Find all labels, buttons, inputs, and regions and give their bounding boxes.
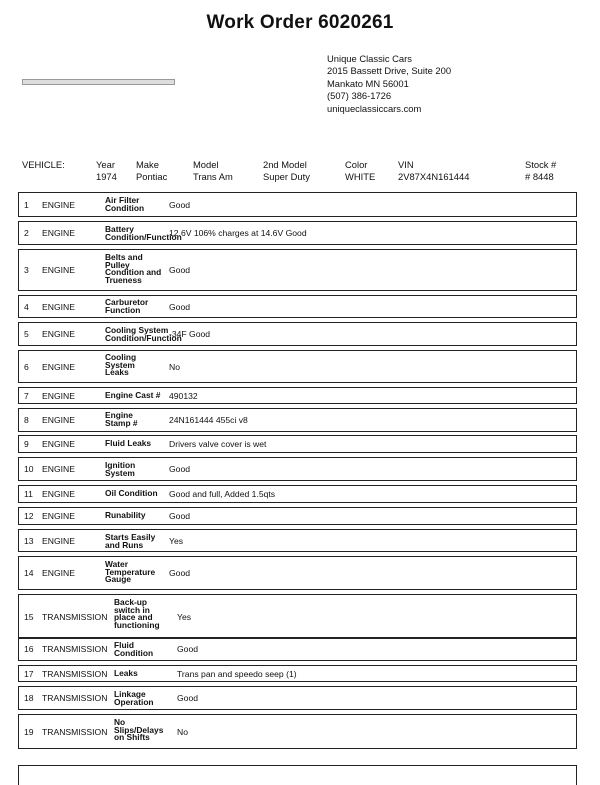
table-row xyxy=(18,350,577,383)
row-category: ENGINE xyxy=(42,415,75,425)
table-row xyxy=(18,249,577,291)
row-value: Good xyxy=(177,693,199,703)
row-label: Battery Condition/Function xyxy=(105,224,182,242)
row-label: Fluid Leaks xyxy=(105,438,152,448)
row-label: Starts Easily and Runs xyxy=(105,532,156,550)
table-row xyxy=(18,507,577,525)
row-number: 6 xyxy=(24,362,29,372)
row-number: 5 xyxy=(24,329,29,339)
table-row xyxy=(18,435,577,453)
row-label: Engine Cast # xyxy=(105,390,161,400)
vehicle-color-header: Color xyxy=(345,159,368,170)
row-value: Good xyxy=(169,464,191,474)
row-value: Good xyxy=(169,511,191,521)
row-category: ENGINE xyxy=(42,568,75,578)
row-label: Carburetor Function xyxy=(105,297,149,315)
row-category: ENGINE xyxy=(42,302,75,312)
row-value: Good xyxy=(169,200,191,210)
row-number: 13 xyxy=(24,536,34,546)
row-number: 8 xyxy=(24,415,29,425)
row-category: TRANSMISSION xyxy=(42,727,108,737)
table-row xyxy=(18,714,577,749)
row-number: 4 xyxy=(24,302,29,312)
row-category: ENGINE xyxy=(42,200,75,210)
row-number: 15 xyxy=(24,612,34,622)
row-category: ENGINE xyxy=(42,329,75,339)
row-value: Good xyxy=(169,302,191,312)
row-value: 24N161444 455ci v8 xyxy=(169,415,248,425)
table-row xyxy=(18,556,577,590)
row-number: 9 xyxy=(24,439,29,449)
row-label: Runability xyxy=(105,510,146,520)
vehicle-vin xyxy=(398,159,469,182)
row-label: No Slips/Delays on Shifts xyxy=(114,717,164,743)
row-value: Good xyxy=(177,644,199,654)
row-number: 16 xyxy=(24,644,34,654)
row-label: Oil Condition xyxy=(105,488,158,498)
row-label: Back-up switch in place and functioning xyxy=(114,597,160,630)
row-category: ENGINE xyxy=(42,464,75,474)
company-name: Unique Classic Cars xyxy=(327,53,412,64)
vehicle-stock xyxy=(525,159,556,182)
row-number: 11 xyxy=(24,489,33,499)
row-value: Drivers valve cover is wet xyxy=(169,439,267,449)
table-row xyxy=(18,665,577,682)
table-row xyxy=(18,192,577,217)
row-value: No xyxy=(169,362,180,372)
row-category: ENGINE xyxy=(42,536,75,546)
table-row xyxy=(18,686,577,710)
vehicle-year xyxy=(96,159,117,182)
row-value: Yes xyxy=(177,612,192,622)
row-value: Yes xyxy=(169,536,184,546)
table-row-partial xyxy=(18,765,577,785)
table-row xyxy=(18,594,577,639)
row-label: Fluid Condition xyxy=(114,640,154,658)
row-label: Air Filter Condition xyxy=(105,195,145,213)
row-value: 12.6V 106% charges at 14.6V Good xyxy=(169,228,307,238)
row-label: Leaks xyxy=(114,668,138,678)
row-label: Cooling System Leaks xyxy=(105,352,137,378)
company-website[interactable]: uniqueclassiccars.com xyxy=(327,102,422,114)
row-number: 3 xyxy=(24,265,29,275)
row-number: 2 xyxy=(24,228,29,238)
row-value: -34F Good xyxy=(169,329,211,339)
row-value: Good xyxy=(169,568,191,578)
company-logo xyxy=(22,79,175,85)
vehicle-make-header: Make xyxy=(136,159,159,170)
vehicle-make xyxy=(136,159,167,182)
row-label: Linkage Operation xyxy=(114,689,154,707)
vehicle-model-header: Model xyxy=(193,159,219,170)
table-row xyxy=(18,529,577,552)
row-value: Good xyxy=(169,265,191,275)
table-row xyxy=(18,637,577,661)
row-category: ENGINE xyxy=(42,362,75,372)
row-category: ENGINE xyxy=(42,228,75,238)
row-category: TRANSMISSION xyxy=(42,669,108,679)
row-category: TRANSMISSION xyxy=(42,693,108,703)
company-address-line2: Mankato MN 56001 xyxy=(327,77,409,89)
row-value: No xyxy=(177,727,188,737)
vehicle-model2-header: 2nd Model xyxy=(263,159,307,170)
table-row xyxy=(18,221,577,245)
row-label: Cooling System Condition/Function xyxy=(105,325,182,343)
table-row xyxy=(18,408,577,432)
table-row xyxy=(18,485,577,503)
row-label: Belts and Pulley Condition and Trueness xyxy=(105,252,162,285)
row-category: TRANSMISSION xyxy=(42,612,108,622)
vehicle-model-value: Trans Am xyxy=(193,170,233,182)
table-row xyxy=(18,387,577,404)
row-number: 7 xyxy=(24,391,29,401)
row-number: 12 xyxy=(24,511,34,521)
company-phone: (507) 386-1726 xyxy=(327,90,392,102)
vehicle-model xyxy=(193,159,233,182)
vehicle-stock-value: # 8448 xyxy=(525,170,554,182)
row-number: 14 xyxy=(24,568,34,578)
row-category: ENGINE xyxy=(42,265,75,275)
row-number: 18 xyxy=(24,693,34,703)
row-value: Trans pan and speedo seep (1) xyxy=(177,669,297,679)
vehicle-year-value: 1974 xyxy=(96,170,117,182)
row-category: ENGINE xyxy=(42,511,75,521)
vehicle-model2-value: Super Duty xyxy=(263,170,310,182)
row-label: Ignition System xyxy=(105,460,136,478)
row-category: ENGINE xyxy=(42,391,75,401)
page-title: Work Order 6020261 xyxy=(206,12,394,33)
vehicle-color-value: WHITE xyxy=(345,170,376,182)
row-number: 19 xyxy=(24,727,34,737)
row-label: Water Temperature Gauge xyxy=(105,559,156,585)
vehicle-info xyxy=(0,159,600,185)
vehicle-stock-header: Stock # xyxy=(525,159,557,170)
company-address-line1: 2015 Bassett Drive, Suite 200 xyxy=(327,65,452,77)
vehicle-color xyxy=(345,159,375,182)
table-row xyxy=(18,295,577,318)
vehicle-vin-value: 2V87X4N161444 xyxy=(398,170,470,182)
row-label: Engine Stamp # xyxy=(105,410,138,428)
row-category: ENGINE xyxy=(42,489,75,499)
vehicle-make-value: Pontiac xyxy=(136,170,168,182)
vehicle-model2 xyxy=(263,159,310,182)
vehicle-vin-header: VIN xyxy=(398,159,414,170)
row-value: Good and full, Added 1.5qts xyxy=(169,489,276,499)
company-info xyxy=(327,53,451,115)
vehicle-year-header: Year xyxy=(96,159,115,170)
row-number: 17 xyxy=(24,669,34,679)
row-number: 10 xyxy=(24,464,34,474)
row-number: 1 xyxy=(24,200,29,210)
row-category: TRANSMISSION xyxy=(42,644,108,654)
table-row xyxy=(18,322,577,346)
row-value: 490132 xyxy=(169,391,198,401)
vehicle-label: VEHICLE: xyxy=(22,159,65,170)
row-category: ENGINE xyxy=(42,439,75,449)
table-row xyxy=(18,457,577,481)
